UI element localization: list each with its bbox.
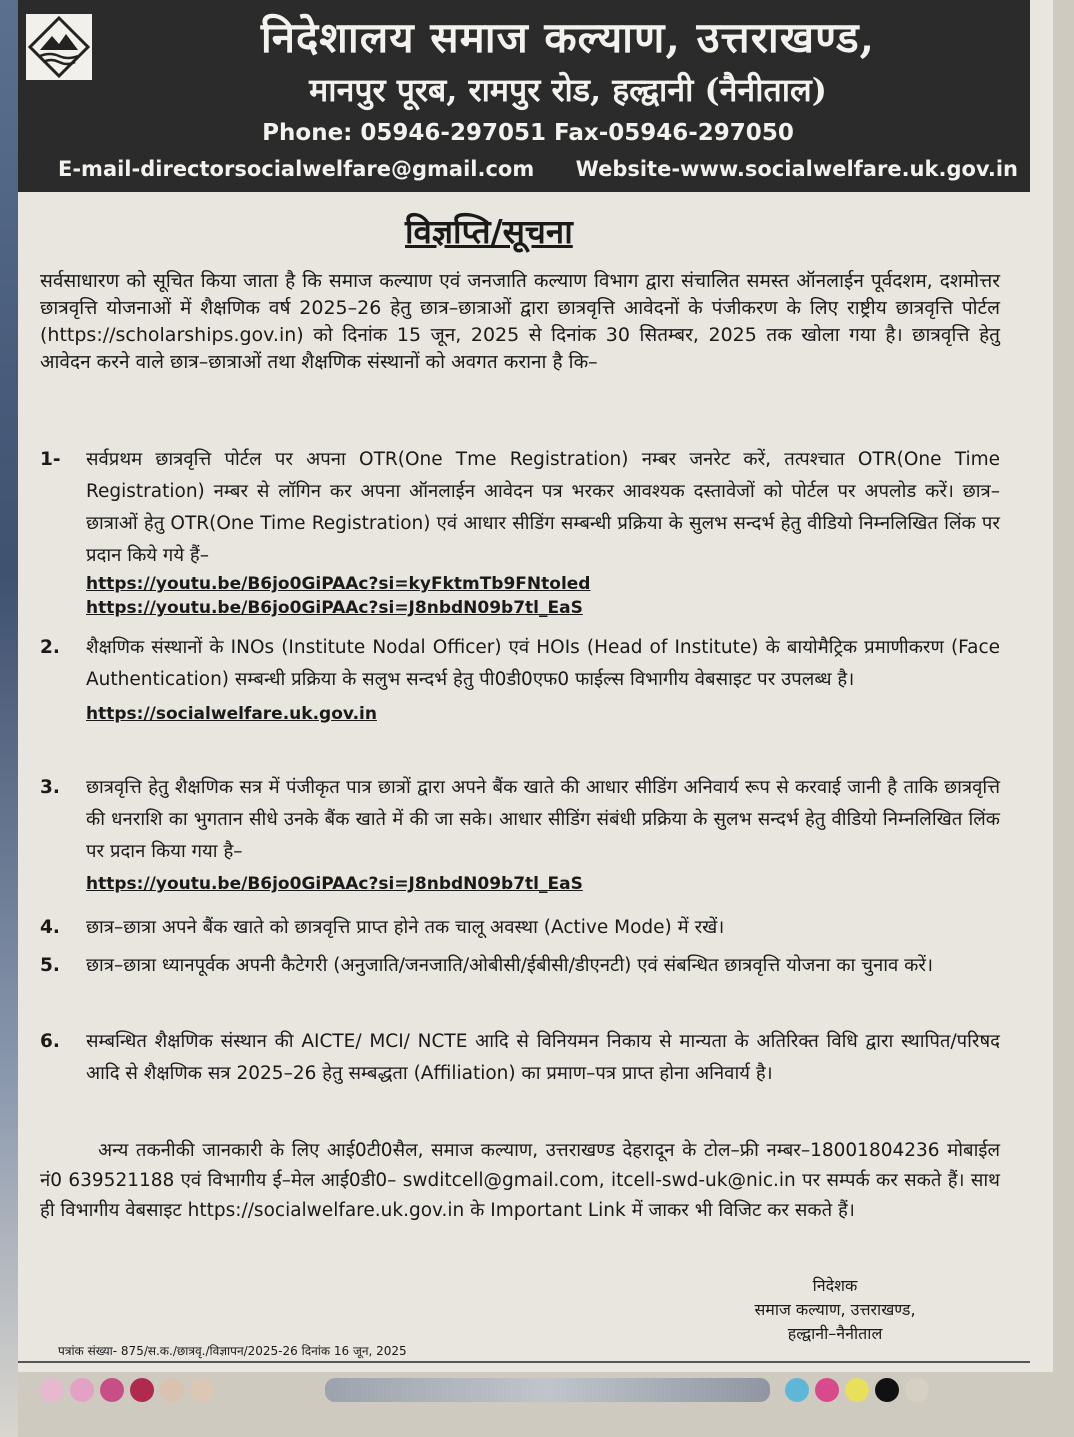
uttarakhand-emblem-icon bbox=[26, 14, 92, 80]
list-item-4 bbox=[40, 912, 1000, 944]
item-text: छात्र–छात्रा ध्यानपूर्वक अपनी कैटेगरी (अनुजाति/जनजाति/ओबीसी/ईबीसी/डीएनटी) एवं संबन्धित छात्रवृत्ति योजना का चुनाव करें। bbox=[86, 955, 933, 976]
office-name: निदेशालय समाज कल्याण, उत्तराखण्ड, bbox=[260, 13, 876, 62]
website-link[interactable]: https://socialwelfare.uk.gov.in bbox=[86, 704, 377, 724]
video-link-2[interactable]: https://youtu.be/B6jo0GiPAAc?si=J8nbdN09b7tl_EaS bbox=[86, 598, 583, 618]
notice-title: विज्ञप्ति/सूचना bbox=[405, 212, 573, 251]
video-link-1[interactable]: https://youtu.be/B6jo0GiPAAc?si=kyFktmTb9FNtoled bbox=[86, 574, 591, 594]
list-item-1 bbox=[40, 444, 1000, 620]
page-edge bbox=[0, 0, 18, 1437]
video-link-3[interactable]: https://youtu.be/B6jo0GiPAAc?si=J8nbdN09b7tl_EaS bbox=[86, 874, 583, 894]
item-text: सर्वप्रथम छात्रवृत्ति पोर्टल पर अपना OTR(One Tme Registration) नम्बर जनरेट करें, तत्पश्चात OTR(One Time Registration) नम्बर से लॉगिन कर अपना ऑनलाईन आवेदन पत्र भरकर आवश्यक दस्तावेजों को पोर्टल पर अपलोड करें। छात्र–छात्राओं हेतु OTR(One Time Registration) एवं आधार सीडिंग सम्बन्धी प्रक्रिया के सुलभ सन्दर्भ हेतु वीडियो निम्नलिखित लिंक पर प्रदान किये गये हैं– bbox=[86, 449, 1000, 566]
website-text: Website-www.socialwelfare.uk.gov.in bbox=[575, 157, 1018, 181]
email-text: E-mail-directorsocialwelfare@gmail.com bbox=[58, 157, 535, 181]
item-text: छात्रवृत्ति हेतु शैक्षणिक सत्र में पंजीकृत पात्र छात्रों द्वारा अपने बैंक खाते की आधार सीडिंग अनिवार्य रूप से करवाई जानी है ताकि छात्रवृत्ति की धनराशि का भुगतान सीधे उनके बैंक खाते में की जा सके। आधार सीडिंग संबंधी प्रक्रिया के सुलभ सन्दर्भ हेतु वीडियो निम्नलिखित लिंक पर प्रदान किया गया है– bbox=[86, 777, 1000, 862]
phone-fax: Phone: 05946-297051 Fax-05946-297050 bbox=[262, 120, 794, 146]
print-registration-marks-right bbox=[785, 1378, 935, 1408]
item-number: 1- bbox=[40, 449, 61, 470]
list-item-3 bbox=[40, 772, 1000, 896]
item-number: 5. bbox=[40, 955, 60, 976]
letterhead bbox=[18, 0, 1030, 192]
contact-line bbox=[58, 157, 1018, 181]
signatory-department: समाज कल्याण, उत्तराखण्ड, bbox=[754, 1300, 916, 1319]
item-text: सम्बन्धित शैक्षणिक संस्थान की AICTE/ MCI/ NCTE आदि से विनियमन निकाय से मान्यता के अतिरिक्त विधि द्वारा स्थापित/परिषद आदि से शैक्षणिक सत्र 2025–26 हेतु सम्बद्धता (Affiliation) का प्रमाण–पत्र प्राप्त होना अनिवार्य है। bbox=[86, 1031, 1000, 1084]
item-text: शैक्षणिक संस्थानों के INOs (Institute Nodal Officer) एवं HOIs (Head of Institute) के बायोमैट्रिक प्रमाणीकरण (Face Authentication) सम्बन्धी प्रक्रिया के सलुभ सन्दर्भ हेतु पी0डी0एफ0 फाईल्स विभागीय वेबसाइट पर उपलब्ध है। bbox=[86, 637, 1000, 690]
bottom-rule bbox=[18, 1361, 1030, 1363]
print-registration-marks-left bbox=[40, 1378, 220, 1408]
list-item-2 bbox=[40, 632, 1000, 726]
office-address: मानपुर पूरब, रामपुर रोड, हल्द्वानी (नैनीताल) bbox=[309, 71, 827, 109]
signatory-place: हल्द्वानी–नैनीताल bbox=[787, 1324, 883, 1343]
item-text: छात्र–छात्रा अपने बैंक खाते को छात्रवृत्ति प्राप्त होने तक चालू अवस्था (Active Mode) में रखें। bbox=[86, 917, 725, 938]
signature-block bbox=[705, 1274, 965, 1346]
signatory-designation: निदेशक bbox=[812, 1276, 858, 1295]
item-number: 2. bbox=[40, 637, 60, 658]
reference-number: पत्रांक संख्या- 875/स.क./छात्रवृ./विज्ञापन/2025-26 दिनांक 16 जून, 2025 bbox=[58, 1344, 407, 1358]
closing-paragraph: अन्य तकनीकी जानकारी के लिए आई0टी0सैल, समाज कल्याण, उत्तराखण्ड देहरादून के टोल–फ्री नम्बर–18001804236 मोबाईल नं0 639521188 एवं विभागीय ई–मेल आई0डी0– swditcell@gmail.com, itcell-swd-uk@nic.in पर सम्पर्क कर सकते हैं। साथ ही विभागीय वेबसाइट https://socialwelfare.uk.gov.in के Important Link में जाकर भी विजिट कर सकते हैं। bbox=[40, 1140, 1000, 1221]
list-item-6 bbox=[40, 1026, 1000, 1090]
print-color-strip bbox=[325, 1378, 770, 1402]
list-item-5 bbox=[40, 950, 1000, 982]
item-number: 4. bbox=[40, 917, 60, 938]
intro-paragraph: सर्वसाधारण को सूचित किया जाता है कि समाज कल्याण एवं जनजाति कल्याण विभाग द्वारा संचालित समस्त ऑनलाईन पूर्वदशम, दशमोत्तर छात्रवृत्ति योजनाओं में शैक्षणिक वर्ष 2025–26 हेतु छात्र–छात्राओं द्वारा छात्रवृत्ति आवेदनों के पंजीकरण के लिए राष्ट्रीय छात्रवृत्ति पोर्टल (https://scholarships.gov.in) को दिनांक 15 जून, 2025 से दिनांक 30 सितम्बर, 2025 तक खोला गया है। छात्रवृत्ति हेतु आवेदन करने वाले छात्र–छात्राओं तथा शैक्षणिक संस्थानों को अवगत कराना है कि– bbox=[40, 270, 1000, 373]
item-number: 3. bbox=[40, 777, 60, 798]
item-number: 6. bbox=[40, 1031, 60, 1052]
